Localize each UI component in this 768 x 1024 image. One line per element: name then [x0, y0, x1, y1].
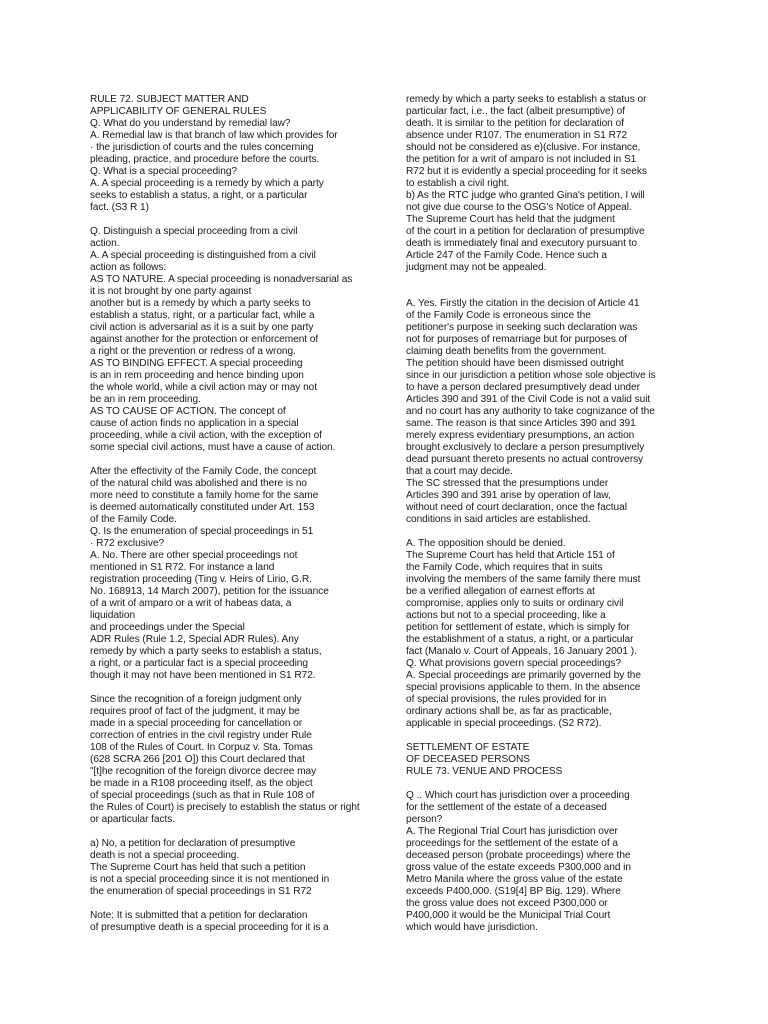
text-line: for the settlement of the estate of a deceased	[406, 802, 607, 813]
text-line: brought exclusively to declare a person presumptively	[406, 442, 645, 453]
text-line: A. A special proceeding is a remedy by which a party	[90, 178, 324, 189]
text-line: and proceedings under the Special	[90, 622, 245, 633]
text-line: the whole world, while a civil action may or may not	[90, 382, 317, 393]
text-line: actions but not to a special proceeding, like a	[406, 610, 606, 621]
text-line: the Rules of Court) is precisely to establish the status or right	[90, 802, 360, 813]
paragraph-gap	[90, 898, 360, 910]
text-line: A. Yes. Firstly the citation in the decision of Article 41	[406, 298, 640, 309]
text-line: the gross value does not exceed P300,000 or	[406, 898, 608, 909]
text-line: of special provisions, the rules provided for in	[406, 694, 607, 705]
text-line: The Supreme Court has held that such a petition	[90, 862, 306, 873]
text-line: APPLICABILITY OF GENERAL RULES	[90, 106, 267, 117]
text-line: SETTLEMENT OF ESTATE	[406, 742, 530, 753]
text-line: same. The reason is that since Articles 390 and 391	[406, 418, 636, 429]
text-line: made in a special proceeding for cancellation or	[90, 718, 303, 729]
text-line: A. The Regional Trial Court has jurisdiction over	[406, 826, 618, 837]
text-line: death is not a special proceeding.	[90, 850, 240, 861]
text-line: applicable in special proceedings. (S2 R72).	[406, 718, 602, 729]
text-line: requires proof of fact of the judgment, it may be	[90, 706, 300, 717]
text-line: (628 SCRA 266 [201 O]) this Court declared that	[90, 754, 305, 765]
text-line: The Supreme Court has held that the judgment	[406, 214, 615, 225]
paragraph-gap	[406, 778, 678, 790]
text-line: a) No, a petition for declaration of presumptive	[90, 838, 296, 849]
text-line: · the jurisdiction of courts and the rules concerning	[90, 142, 314, 153]
text-line: A. The opposition should be denied.	[406, 538, 566, 549]
text-line: person?	[406, 814, 443, 825]
text-line: involving the members of the same family there must	[406, 574, 641, 585]
paragraph-gap	[90, 826, 360, 838]
text-line: Q. Distinguish a special proceeding from a civil	[90, 226, 298, 237]
text-line: to establish a civil right.	[406, 178, 510, 189]
text-line: of special proceedings (such as that in Rule 108 of	[90, 790, 315, 801]
text-line: conditions in said articles are established.	[406, 514, 591, 525]
paragraph-gap	[406, 286, 678, 298]
text-line: since in our jurisdiction a petition whose sole objective is	[406, 370, 656, 381]
text-line: is not a special proceeding since it is not mentioned in	[90, 874, 330, 885]
text-line: P400,000 it would be the Municipal Trial Court	[406, 910, 611, 921]
left-text-column	[90, 94, 360, 934]
text-line: AS TO CAUSE OF ACTION. The concept of	[90, 406, 286, 417]
text-line: registration proceeding (Ting v. Heirs of Lirio, G.R.	[90, 574, 312, 585]
text-line: seeks to establish a status, a right, or a particular	[90, 190, 308, 201]
text-line: action as follows:	[90, 262, 167, 273]
text-line: is deemed automatically constituted under Art. 153	[90, 502, 315, 513]
text-line: petition for settlement of estate, which is simply for	[406, 622, 630, 633]
text-line: A. Remedial law is that branch of law which provides for	[90, 130, 338, 141]
text-line: exceeds P400,000. (S19[4] BP Big. 129). Where	[406, 886, 621, 897]
text-line: which would have jurisdiction.	[406, 922, 538, 933]
text-line: RULE 73. VENUE AND PROCESS	[406, 766, 563, 777]
text-line: the petition for a writ of amparo is not included in S1	[406, 154, 637, 165]
text-line: fact (Manalo v. Court of Appeals, 16 January 2001 ).	[406, 646, 637, 657]
text-line: remedy by which a party seeks to establish a status,	[90, 646, 322, 657]
text-line: ordinary actions shall be, as far as practicable,	[406, 706, 612, 717]
text-line: a right or the prevention or redress of a wrong.	[90, 346, 296, 357]
text-line: claiming death benefits from the government.	[406, 346, 607, 357]
text-line: "[t]he recognition of the foreign divorce decree may	[90, 766, 317, 777]
text-line: A. A special proceeding is distinguished from a civil	[90, 250, 316, 261]
text-line: death. It is similar to the petition for declaration of	[406, 118, 624, 129]
text-line: that a court may decide.	[406, 466, 513, 477]
paragraph-gap	[406, 526, 678, 538]
text-line: dead pursuant thereto presents no actual controversy	[406, 454, 644, 465]
text-line: special provisions applicable to them. In the absence	[406, 682, 641, 693]
paragraph-gap	[406, 730, 678, 742]
text-line: though it may not have been mentioned in S1 R72.	[90, 670, 316, 681]
text-line: some special civil actions, must have a cause of action.	[90, 442, 336, 453]
text-line: remedy by which a party seeks to establish a status or	[406, 94, 647, 105]
text-line: gross value of the estate exceeds P300,000 and in	[406, 862, 631, 873]
text-line: against another for the protection or enforcement of	[90, 334, 319, 345]
text-line: absence under R107. The enumeration in S1 R72	[406, 130, 628, 141]
text-line: The SC stressed that the presumptions under	[406, 478, 609, 489]
text-line: not give due course to the OSG's Notice of Appeal.	[406, 202, 632, 213]
text-line: is an in rem proceeding and hence binding upon	[90, 370, 304, 381]
text-line: of a writ of amparo or a writ of habeas data, a	[90, 598, 292, 609]
text-line: Q. What do you understand by remedial law?	[90, 118, 291, 129]
text-line: · R72 exclusive?	[90, 538, 165, 549]
text-line: to have a person declared presumptively dead under	[406, 382, 640, 393]
text-line: and no court has any authority to take cognizance of the	[406, 406, 655, 417]
paragraph-gap	[90, 682, 360, 694]
text-line: A. No. There are other special proceedings not	[90, 550, 298, 561]
text-line: the establishment of a status, a right, or a particular	[406, 634, 634, 645]
text-line: of the Family Code is erroneous since the	[406, 310, 591, 321]
text-line: or aparticular facts.	[90, 814, 176, 825]
text-line: judgment may not be appealed.	[406, 262, 547, 273]
text-line: AS TO NATURE. A special proceeding is nonadversarial as	[90, 274, 353, 285]
paragraph-gap	[90, 454, 360, 466]
text-line: Article 247 of the Family Code. Hence such a	[406, 250, 607, 261]
text-line: Q .. Which court has jurisdiction over a proceeding	[406, 790, 630, 801]
text-line: be an in rem proceeding.	[90, 394, 201, 405]
text-line: of presumptive death is a special proceeding for it is a	[90, 922, 329, 933]
text-line: proceeding, while a civil action, with the exception of	[90, 430, 322, 441]
text-line: After the effectivity of the Family Code, the concept	[90, 466, 317, 477]
text-line: action.	[90, 238, 120, 249]
text-line: Articles 390 and 391 arise by operation of law,	[406, 490, 611, 501]
text-line: petitioner's purpose in seeking such declaration was	[406, 322, 638, 333]
text-line: Q. Is the enumeration of special proceedings in 51	[90, 526, 314, 537]
text-line: Q. What provisions govern special proceedings?	[406, 658, 621, 669]
text-line: be a verified allegation of earnest efforts at	[406, 586, 595, 597]
text-line: liquidation	[90, 610, 136, 621]
paragraph-gap	[406, 274, 678, 286]
text-line: Articles 390 and 391 of the Civil Code is not a valid suit	[406, 394, 651, 405]
text-line: Q. What is a special proceeding?	[90, 166, 237, 177]
text-line: R72 but it is evidently a special proceeding for it seeks	[406, 166, 647, 177]
text-line: 108 of the Rules of Court. In Corpuz v. Sta. Tomas	[90, 742, 313, 753]
text-line: compromise, applies only to suits or ordinary civil	[406, 598, 624, 609]
text-line: Since the recognition of a foreign judgment only	[90, 694, 302, 705]
text-line: establish a status, right, or a particular fact, while a	[90, 310, 315, 321]
text-line: Note: It is submitted that a petition for declaration	[90, 910, 308, 921]
text-line: not for purposes of remarriage but for purposes of	[406, 334, 627, 345]
text-line: civil action is adversarial as it is a suit by one party	[90, 322, 314, 333]
text-line: proceedings for the settlement of the estate of a	[406, 838, 618, 849]
text-line: should not be considered as e)(clusive. For instance,	[406, 142, 641, 153]
text-line: without need of court declaration, once the factual	[406, 502, 627, 513]
text-line: of the Family Code.	[90, 514, 177, 525]
text-line: deceased person (probate proceedings) where the	[406, 850, 631, 861]
text-line: of the natural child was abolished and there is no	[90, 478, 308, 489]
text-line: mentioned in S1 R72. For instance a land	[90, 562, 275, 573]
text-line: No. 168913, 14 March 2007), petition for the issuance	[90, 586, 329, 597]
paragraph-gap	[90, 214, 360, 226]
text-line: another but is a remedy by which a party seeks to	[90, 298, 311, 309]
text-line: of the court in a petition for declaration of presumptive	[406, 226, 645, 237]
text-line: more need to constitute a family home for the same	[90, 490, 319, 501]
text-line: the enumeration of special proceedings in S1 R72	[90, 886, 312, 897]
text-line: a right, or a particular fact is a special proceeding	[90, 658, 308, 669]
text-line: RULE 72. SUBJECT MATTER AND	[90, 94, 249, 105]
text-line: A. Special proceedings are primarily governed by the	[406, 670, 641, 681]
text-line: ADR Rules (Rule 1.2, Special ADR Rules). Any	[90, 634, 299, 645]
right-text-column	[406, 94, 678, 934]
text-line: OF DECEASED PERSONS	[406, 754, 530, 765]
text-line: fact. (S3 R 1)	[90, 202, 149, 213]
text-line: death is immediately final and executory pursuant to	[406, 238, 637, 249]
text-line: particular fact, i.e., the fact (albeit presumptive) of	[406, 106, 625, 117]
text-line: the Family Code, which requires that in suits	[406, 562, 603, 573]
text-line: The petition should have been dismissed outright	[406, 358, 624, 369]
text-line: AS TO BINDING EFFECT. A special proceeding	[90, 358, 303, 369]
text-line: The Supreme Court has held that Article 151 of	[406, 550, 615, 561]
text-line: correction of entries in the civil registry under Rule	[90, 730, 312, 741]
text-line: be made in a R108 proceeding itself, as the object	[90, 778, 313, 789]
text-line: b) As the RTC judge who granted Gina's petition, I will	[406, 190, 645, 201]
text-line: pleading, practice, and procedure before the courts.	[90, 154, 320, 165]
text-line: merely express evidentiary presumptions, an action	[406, 430, 635, 441]
text-line: Metro Manila where the gross value of the estate	[406, 874, 623, 885]
text-line: it is not brought by one party against	[90, 286, 252, 297]
text-line: cause of action finds no application in a special	[90, 418, 299, 429]
